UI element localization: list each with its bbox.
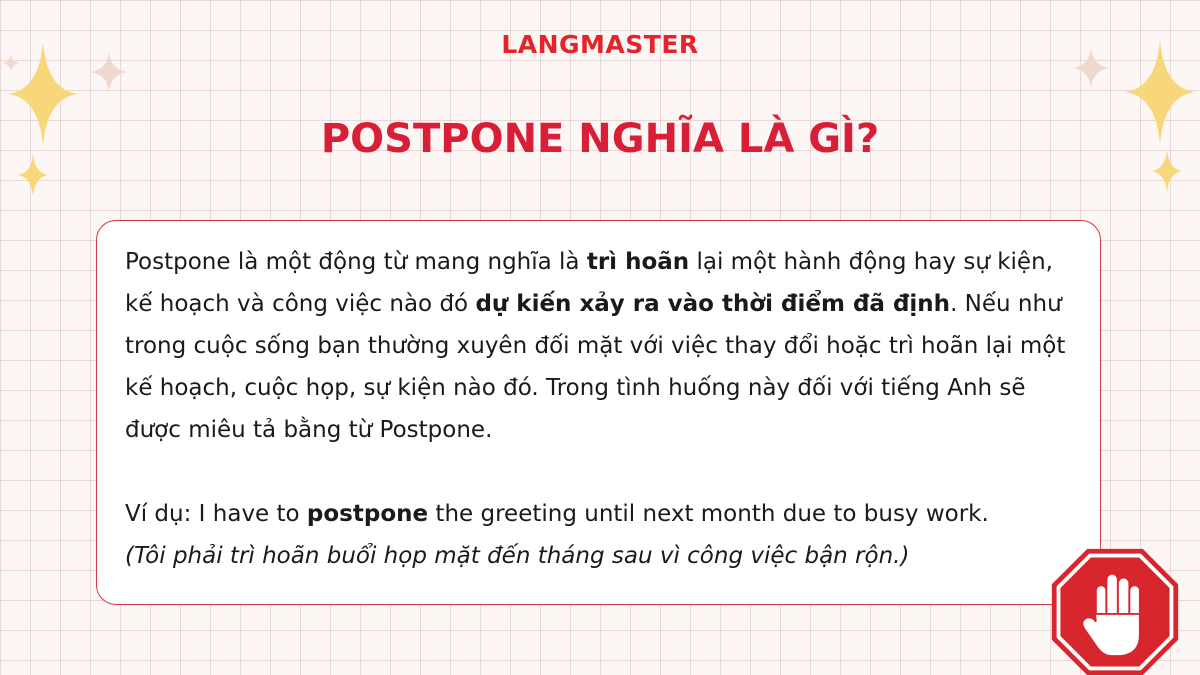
definition-part3: . Nếu như trong cuộc sống bạn thường xuyên đối mặt với việc thay đổi hoặc trì hoãn lại một kế hoạch, cuộc họp, sự kiện nào đó. Trong tình huống này đối với tiếng Anh sẽ được miêu tả bằng từ Postpone.: [125, 291, 1066, 443]
sparkle-icon: [90, 52, 128, 92]
definition-bold1: trì hoãn: [586, 249, 690, 275]
sparkle-icon: [2, 54, 20, 72]
definition-text: [125, 241, 1080, 577]
example-sentence: [125, 493, 1080, 535]
sparkle-icon: [1072, 48, 1110, 88]
sparkle-icon: [18, 154, 48, 196]
stop-hand-icon: [1048, 545, 1182, 675]
sparkle-icon: [1152, 150, 1182, 192]
example-suffix: the greeting until next month due to busy work.: [428, 501, 989, 527]
definition-paragraph: [125, 241, 1080, 451]
example-prefix: Ví dụ: I have to: [125, 501, 307, 527]
definition-bold2: dự kiến xảy ra vào thời điểm đã định: [475, 291, 951, 317]
brand-logo: LANGMASTER: [501, 30, 699, 59]
page-title: POSTPONE NGHĨA LÀ GÌ?: [320, 116, 880, 162]
example-bold: postpone: [306, 501, 429, 527]
definition-card: [96, 220, 1101, 605]
definition-part2: lại một hành động hay sự kiện, kế hoạch và công việc nào đó: [125, 249, 1053, 317]
example-translation: (Tôi phải trì hoãn buổi họp mặt đến tháng sau vì công việc bận rộn.): [125, 543, 910, 569]
definition-part1: Postpone là một động từ mang nghĩa là: [125, 249, 587, 275]
sparkle-icon: [1125, 40, 1195, 144]
paragraph-gap: [125, 451, 1080, 493]
